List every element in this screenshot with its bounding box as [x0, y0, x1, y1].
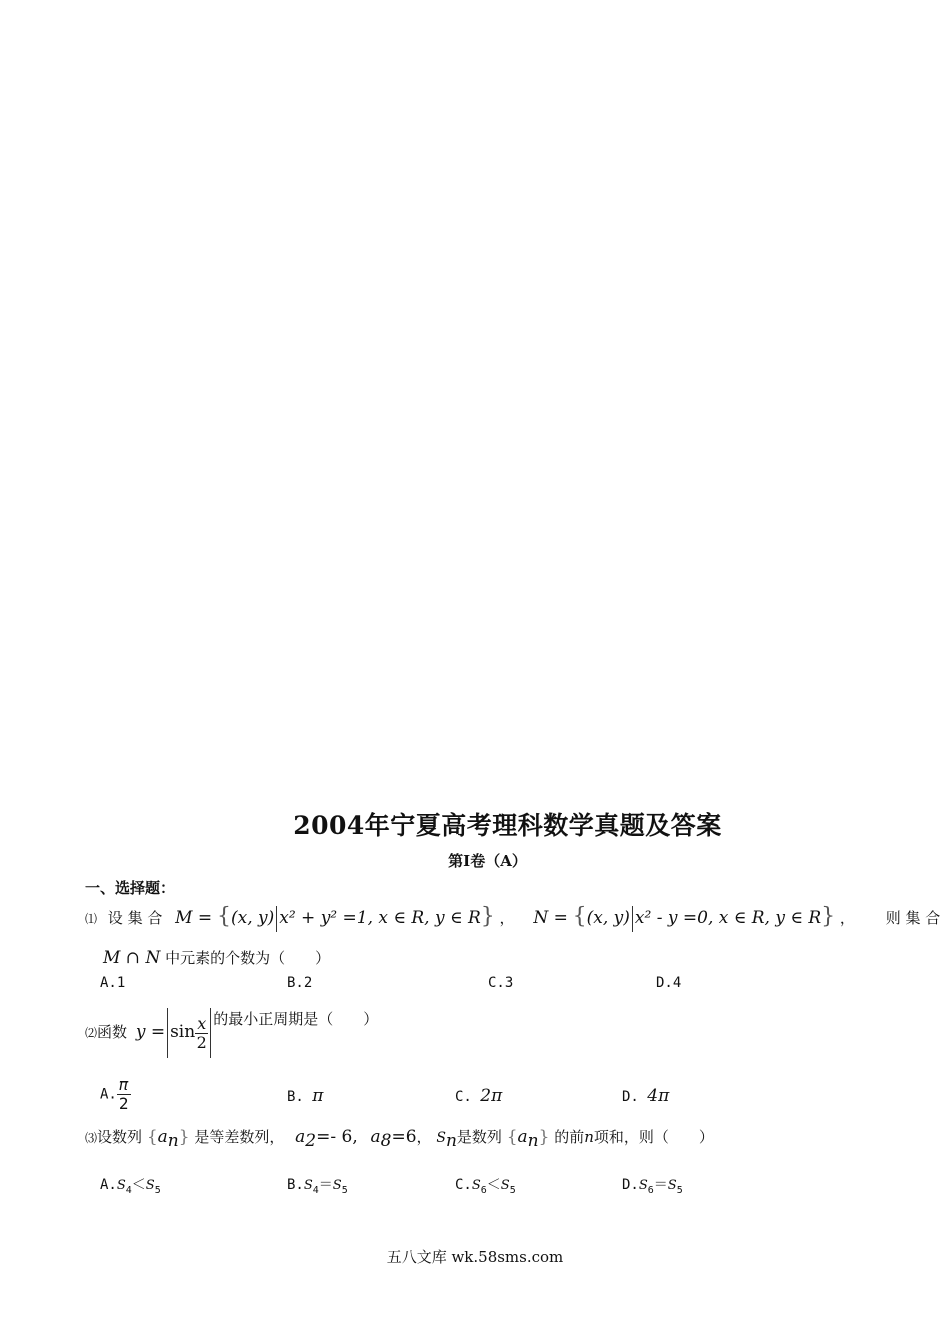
right-brace: } — [480, 904, 495, 929]
abs-bar-right — [210, 1008, 211, 1058]
subscript: n — [167, 1131, 179, 1151]
q3-option-b: $B.S_4=S_5$ — [287, 1177, 348, 1196]
question-number: ⑴ — [85, 912, 98, 926]
abs-bar-left — [167, 1008, 168, 1058]
question-1-line-1 — [85, 904, 940, 932]
subscript: n — [527, 1131, 539, 1151]
divider-bar — [632, 906, 633, 932]
q2-option-c: C. 2π — [455, 1086, 503, 1106]
question-text: 的最小正周期是（ ） — [213, 1010, 379, 1028]
q3-option-d: $D.S_6=S_5$ — [622, 1177, 683, 1196]
question-text: 是等差数列， — [194, 1128, 285, 1146]
set-m-label: M = — [175, 908, 213, 928]
intersection-expression: M ∩ N — [103, 948, 161, 968]
q2-option-d: D. 4π — [622, 1086, 670, 1106]
fraction-pi-over-2: $\frac{\pi}{2}$ — [118, 1075, 129, 1113]
q1-option-d: D.4 — [656, 975, 682, 991]
document-title: 2004年宁夏高考理科数学真题及答案 — [293, 811, 722, 840]
set-n-condition: x² - y =0, x ∈ R, y ∈ R — [634, 908, 822, 928]
question-1-line-2 — [103, 947, 330, 968]
question-lead: 函数 — [97, 1023, 128, 1041]
question-text: 项和，则（ ） — [593, 1128, 714, 1146]
comma: ， — [839, 909, 855, 927]
question-tail: 则 集 合 — [885, 909, 941, 927]
function-y: y = — [135, 1022, 166, 1042]
subscript: n — [445, 1131, 457, 1151]
question-number: ⑶ — [85, 1131, 98, 1145]
q2-option-b: B. π — [287, 1086, 324, 1106]
question-text: 中元素的个数为（ ） — [165, 949, 331, 967]
comma: ， — [499, 909, 515, 927]
set-m-element: (x, y) — [230, 908, 275, 928]
q1-option-c: C.3 — [488, 975, 514, 991]
divider-bar — [276, 906, 277, 932]
right-brace: } — [178, 1127, 190, 1147]
term-a8-value: =6 — [391, 1127, 417, 1147]
term-a2: a — [295, 1127, 306, 1147]
right-brace: } — [538, 1127, 550, 1147]
q1-option-b: B.2 — [287, 975, 313, 991]
question-lead: 设 集 合 — [107, 909, 163, 927]
left-brace: { — [572, 904, 587, 929]
question-text: 是数列 — [456, 1128, 502, 1146]
subscript: 8 — [380, 1131, 392, 1151]
sin-function: sin — [170, 1022, 196, 1042]
q1-option-a: A.1 — [100, 975, 126, 991]
set-n-label: N = — [533, 908, 568, 928]
left-brace: { — [216, 904, 231, 929]
question-lead: 设数列 — [97, 1128, 143, 1146]
right-brace: } — [821, 904, 836, 929]
partial-sum-s: S — [436, 1130, 446, 1146]
sequence-a: a — [157, 1127, 168, 1147]
set-m-condition: x² + y² =1, x ∈ R, y ∈ R — [279, 908, 481, 928]
q3-option-c: $C.S_6<S_5$ — [455, 1177, 516, 1196]
document-subtitle: 第I卷（A） — [448, 852, 527, 870]
question-number: ⑵ — [85, 1026, 98, 1040]
q3-option-a: $A.S_4<S_5$ — [100, 1177, 161, 1196]
fraction-x-over-2: $\frac{x}{2}$ — [196, 1013, 207, 1052]
section-heading: 一、选择题： — [85, 879, 176, 897]
set-n-element: (x, y) — [586, 908, 630, 928]
comma: ， — [416, 1128, 432, 1146]
term-a8: a — [370, 1127, 381, 1147]
left-brace: { — [506, 1127, 518, 1147]
q2-option-a: A. $\frac{\pi}{2}$ — [100, 1075, 129, 1113]
left-brace: { — [146, 1127, 158, 1147]
question-3-line — [85, 1126, 714, 1151]
sequence-a: a — [517, 1127, 528, 1147]
question-text: 的前 — [554, 1128, 585, 1146]
question-2-line — [85, 1008, 378, 1058]
footer-watermark: 五八文库 wk.58sms.com — [386, 1248, 564, 1266]
subscript: 2 — [305, 1131, 317, 1151]
variable-n: n — [584, 1128, 594, 1146]
term-a2-value: =- 6, — [316, 1127, 358, 1147]
